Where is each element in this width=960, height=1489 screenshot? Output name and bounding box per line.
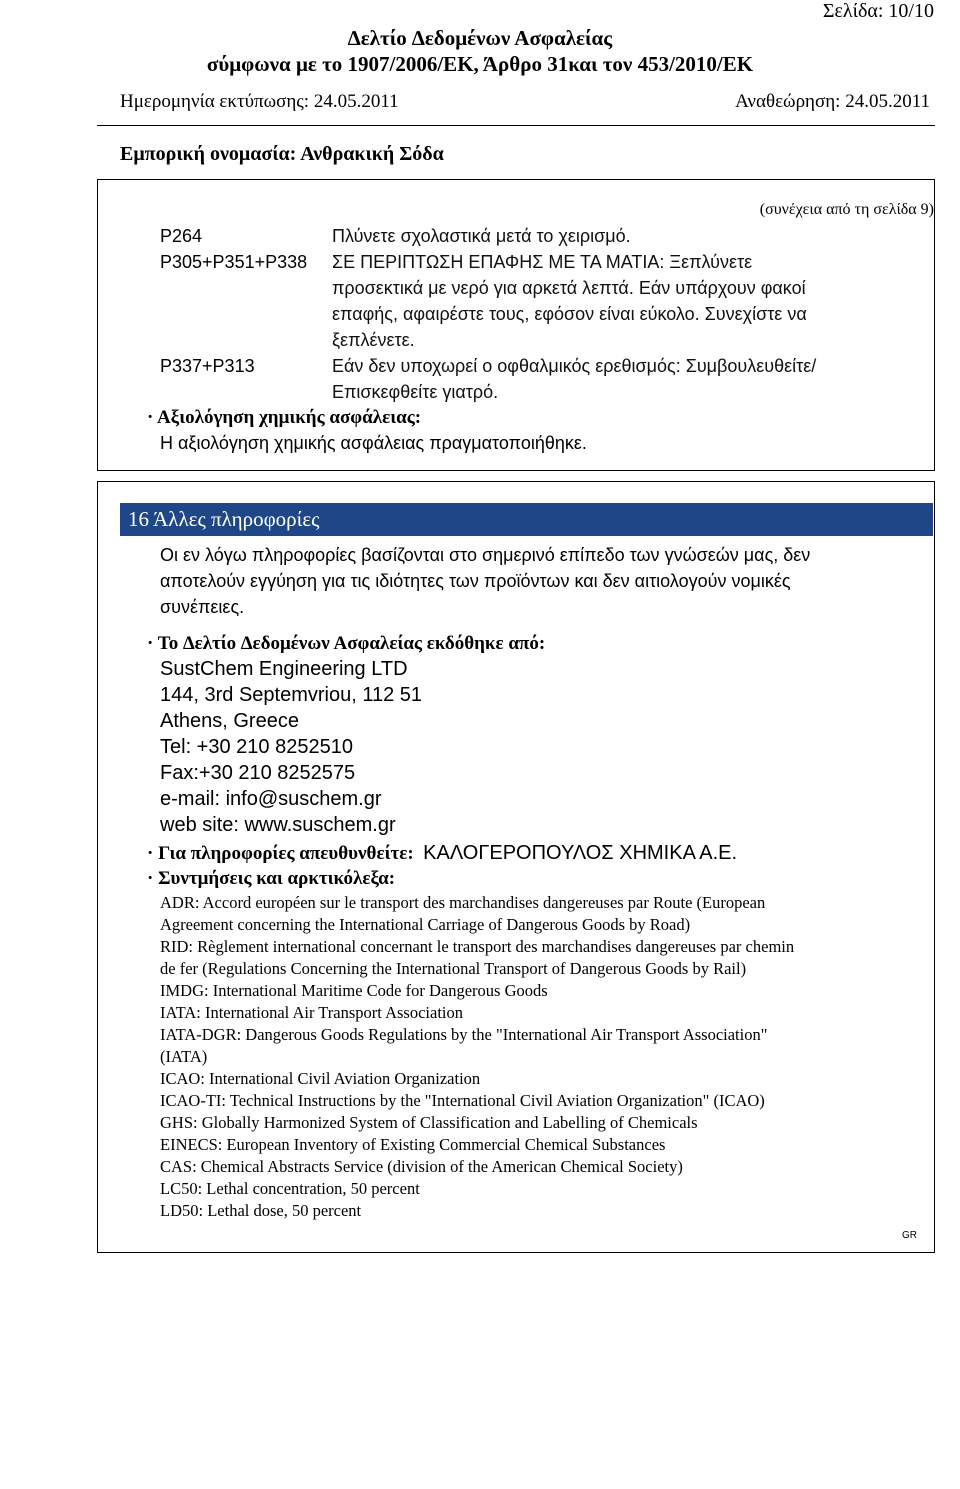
statement-text: ξεπλένετε. bbox=[332, 330, 415, 350]
abbreviation-line: IATA-DGR: Dangerous Goods Regulations by the "International Air Transport Association" bbox=[160, 1025, 768, 1044]
abbreviation-line: IMDG: International Maritime Code for Dangerous Goods bbox=[160, 981, 548, 1000]
issuer-line: 144, 3rd Septemvriou, 112 51 bbox=[160, 684, 423, 706]
issuer-line: SustChem Engineering LTD bbox=[160, 658, 408, 680]
abbreviation-line: LC50: Lethal concentration, 50 percent bbox=[160, 1179, 420, 1198]
abbreviation-line: RID: Règlement international concernant le transport des marchandises dangereuses par chemin bbox=[160, 937, 795, 956]
statement-text: ΣΕ ΠΕΡΙΠΤΩΣΗ ΕΠΑΦΗΣ ΜΕ ΤΑ ΜΑΤΙΑ: Ξεπλύνετε bbox=[332, 252, 753, 272]
statement-text: Εάν δεν υποχωρεί ο οφθαλμικός ερεθισμός: Συμβουλευθείτε/ bbox=[332, 356, 817, 376]
abbreviation-line: Agreement concerning the International Carriage of Dangerous Goods by Road) bbox=[160, 915, 691, 934]
statement-code: P337+P313 bbox=[160, 356, 255, 376]
continued-note: (συνέχεια από τη σελίδα 9) bbox=[759, 201, 934, 218]
abbreviation-line: ADR: Accord européen sur le transport des marchandises dangereuses par Route (European bbox=[160, 893, 766, 912]
revision-date: Αναθεώρηση: 24.05.2011 bbox=[735, 91, 930, 112]
csa-text: Η αξιολόγηση χημικής ασφάλειας πραγματοποιήθηκε. bbox=[160, 433, 587, 453]
issuer-line: Tel: +30 210 8252510 bbox=[160, 736, 353, 758]
statement-text: Πλύνετε σχολαστικά μετά το χειρισμό. bbox=[332, 226, 631, 246]
abbreviation-line: de fer (Regulations Concerning the International Transport of Dangerous Goods by Rail) bbox=[160, 959, 747, 978]
contact-heading-text: Για πληροφορίες απευθυνθείτε: bbox=[158, 843, 414, 864]
abbreviation-line: EINECS: European Inventory of Existing Commercial Chemical Substances bbox=[160, 1135, 666, 1154]
abbreviation-line: IATA: International Air Transport Association bbox=[160, 1003, 463, 1022]
abbreviation-line: (IATA) bbox=[160, 1047, 208, 1066]
notice-line: αποτελούν εγγύηση για τις ιδιότητες των προϊόντων και δεν αιτιολογούν νομικές bbox=[160, 571, 791, 591]
country-code: GR bbox=[902, 1230, 917, 1241]
header-divider bbox=[97, 125, 935, 126]
page-number: Σελίδα: 10/10 bbox=[822, 0, 934, 22]
abbreviations-heading-text: Συντμήσεις και αρκτικόλεξα: bbox=[158, 868, 396, 889]
print-date: Ημερομηνία εκτύπωσης: 24.05.2011 bbox=[120, 91, 399, 112]
trade-name: Εμπορική ονομασία: Ανθρακική Σόδα bbox=[120, 143, 444, 165]
notice-line: συνέπειες. bbox=[160, 597, 245, 617]
document-subtitle: σύμφωνα με το 1907/2006/ΕΚ, Άρθρο 31και τον 453/2010/ΕΚ bbox=[206, 52, 754, 76]
issued-by-heading: · Το ∆ελτίο ∆εδομένων Ασφαλείας εκδόθηκε από: bbox=[147, 633, 546, 654]
statement-code: P305+P351+P338 bbox=[160, 252, 308, 272]
contact-heading: · Για πληροφορίες απευθυνθείτε: ΚΑΛΟΓΕΡΟΠΟΥΛΟΣ ΧΗΜΙΚΑ Α.Ε. bbox=[147, 842, 738, 864]
issuer-line: Athens, Greece bbox=[160, 710, 299, 732]
issuer-line: Fax:+30 210 8252575 bbox=[160, 762, 356, 784]
abbreviation-line: ICAO-TI: Technical Instructions by the "International Civil Aviation Organization" (ICAO) bbox=[160, 1091, 765, 1110]
statement-text: Επισκεφθείτε γιατρό. bbox=[332, 382, 499, 402]
abbreviation-line: ICAO: International Civil Aviation Organization bbox=[160, 1069, 481, 1088]
abbreviation-line: GHS: Globally Harmonized System of Classification and Labelling of Chemicals bbox=[160, 1113, 698, 1132]
abbreviations-heading: · Συντμήσεις και αρκτικόλεξα: bbox=[147, 868, 396, 889]
issuer-line: e-mail: info@suschem.gr bbox=[160, 788, 382, 810]
statement-code: P264 bbox=[160, 226, 203, 246]
statement-text: προσεκτικά με νερό για αρκετά λεπτά. Εάν υπάρχουν φακοί bbox=[332, 278, 806, 298]
abbreviation-line: CAS: Chemical Abstracts Service (division of the American Chemical Society) bbox=[160, 1157, 683, 1176]
csa-heading-text: Αξιολόγηση χημικής ασφάλειας: bbox=[157, 407, 422, 428]
contact-value: ΚΑΛΟΓΕΡΟΠΟΥΛΟΣ ΧΗΜΙΚΑ Α.Ε. bbox=[423, 842, 738, 864]
abbreviation-line: LD50: Lethal dose, 50 percent bbox=[160, 1201, 362, 1220]
document-title: ∆ελτίο ∆εδομένων Ασφαλείας bbox=[347, 26, 613, 50]
issuer-line: web site: www.suschem.gr bbox=[160, 814, 396, 836]
issued-by-heading-text: Το ∆ελτίο ∆εδομένων Ασφαλείας εκδόθηκε από: bbox=[157, 633, 546, 654]
section-16-title: 16 Άλλες πληροφορίες bbox=[128, 507, 320, 531]
notice-line: Οι εν λόγω πληροφορίες βασίζονται στο σημερινό επίπεδο των γνώσεών μας, δεν bbox=[160, 545, 811, 565]
statement-text: επαφής, αφαιρέστε τους, εφόσον είναι εύκολο. Συνεχίστε να bbox=[332, 304, 807, 324]
csa-heading: · Αξιολόγηση χημικής ασφάλειας: bbox=[147, 407, 422, 428]
